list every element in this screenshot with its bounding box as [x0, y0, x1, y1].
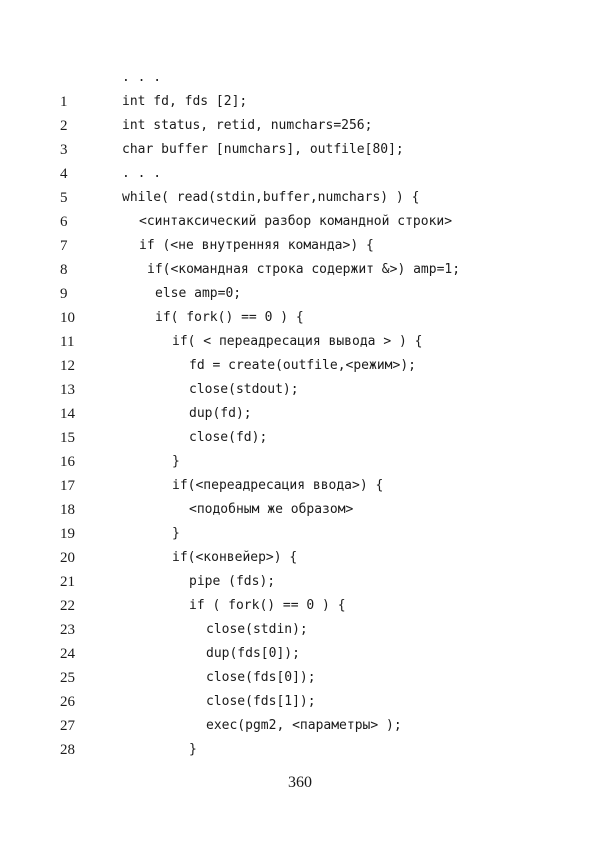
code-text: while( read(stdin,buffer,numchars) ) {	[122, 190, 420, 205]
code-text: else amp=0;	[155, 286, 242, 301]
code-line	[0, 306, 600, 330]
code-text: if( fork() == 0 ) {	[155, 310, 304, 325]
line-number: 8	[60, 262, 68, 278]
line-number: 3	[60, 142, 68, 158]
line-number: 22	[60, 598, 75, 614]
line-number: 24	[60, 646, 75, 662]
line-number: 20	[60, 550, 75, 566]
line-number: 13	[60, 382, 75, 398]
code-text: if(<конвейер>) {	[172, 550, 298, 565]
code-line	[0, 330, 600, 354]
line-number: 26	[60, 694, 75, 710]
code-text: fd = create(outfile,<режим>);	[189, 358, 416, 373]
code-text: pipe (fds);	[189, 574, 276, 589]
line-number: 25	[60, 670, 75, 686]
code-text: if(<командная строка содержит &>) amp=1;	[147, 262, 461, 277]
code-text: char buffer [numchars], outfile[80];	[122, 142, 404, 157]
line-number: 4	[60, 166, 68, 182]
line-number: 7	[60, 238, 68, 254]
code-line	[0, 690, 600, 714]
code-text: }	[172, 454, 180, 469]
code-line	[0, 90, 600, 114]
code-text: close(stdin);	[206, 622, 308, 637]
code-text: <синтаксический разбор командной строки>	[139, 214, 453, 229]
code-line	[0, 498, 600, 522]
code-text: if ( fork() == 0 ) {	[189, 598, 346, 613]
line-number: 6	[60, 214, 68, 230]
code-line	[0, 114, 600, 138]
line-number: 17	[60, 478, 75, 494]
code-text: if (<не внутренняя команда>) {	[139, 238, 374, 253]
code-text: . . .	[122, 70, 162, 85]
line-number: 19	[60, 526, 75, 542]
code-line	[0, 450, 600, 474]
line-number: 9	[60, 286, 68, 302]
code-text: dup(fd);	[189, 406, 252, 421]
code-line	[0, 354, 600, 378]
line-number: 10	[60, 310, 75, 326]
code-text: exec(pgm2, <параметры> );	[206, 718, 402, 733]
line-number: 23	[60, 622, 75, 638]
line-number: 15	[60, 430, 75, 446]
code-text: . . .	[122, 166, 162, 181]
code-text: close(fd);	[189, 430, 268, 445]
code-line	[0, 546, 600, 570]
code-line	[0, 594, 600, 618]
code-text: dup(fds[0]);	[206, 646, 300, 661]
code-line	[0, 714, 600, 738]
code-line	[0, 378, 600, 402]
code-text: if( < переадресация вывода > ) {	[172, 334, 423, 349]
line-number: 5	[60, 190, 68, 206]
code-text: close(fds[1]);	[206, 694, 316, 709]
code-line	[0, 138, 600, 162]
code-line	[0, 234, 600, 258]
line-number: 18	[60, 502, 75, 518]
line-number: 14	[60, 406, 75, 422]
code-line	[0, 738, 600, 762]
line-number: 28	[60, 742, 75, 758]
code-line	[0, 474, 600, 498]
code-line	[0, 258, 600, 282]
code-line	[0, 210, 600, 234]
line-number: 21	[60, 574, 75, 590]
code-line	[0, 186, 600, 210]
code-line	[0, 426, 600, 450]
code-text: if(<переадресация ввода>) {	[172, 478, 384, 493]
line-number: 16	[60, 454, 75, 470]
page-number: 360	[288, 774, 312, 791]
code-text: }	[189, 742, 197, 757]
code-text: close(stdout);	[189, 382, 299, 397]
code-line	[0, 162, 600, 186]
code-text: int status, retid, numchars=256;	[122, 118, 373, 133]
code-line	[0, 282, 600, 306]
code-line	[0, 522, 600, 546]
code-listing	[0, 66, 600, 762]
code-line	[0, 402, 600, 426]
code-text: close(fds[0]);	[206, 670, 316, 685]
code-line	[0, 642, 600, 666]
line-number: 1	[60, 94, 68, 110]
code-line	[0, 570, 600, 594]
line-number: 27	[60, 718, 75, 734]
line-number: 2	[60, 118, 68, 134]
line-number: 11	[60, 334, 75, 350]
code-text: }	[172, 526, 180, 541]
code-line	[0, 666, 600, 690]
code-text: int fd, fds [2];	[122, 94, 248, 109]
code-line	[0, 618, 600, 642]
code-text: <подобным же образом>	[189, 502, 354, 517]
line-number: 12	[60, 358, 75, 374]
code-line	[0, 66, 600, 90]
